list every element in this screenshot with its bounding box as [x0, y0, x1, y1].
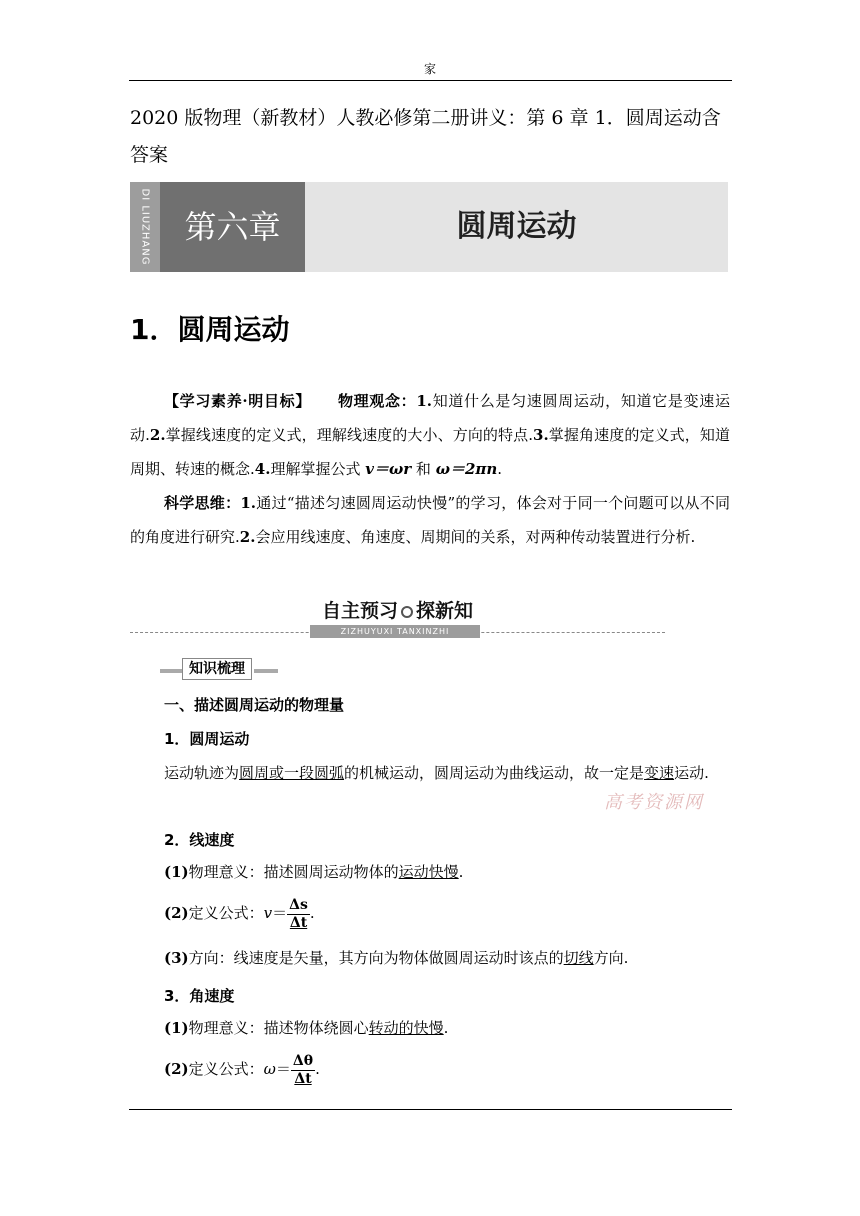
- item-index: 1.: [416, 392, 433, 410]
- item-index: (2): [164, 904, 189, 922]
- document-title: 2020 版物理（新教材）人教必修第二册讲义：第 6 章 1．圆周运动含答案: [130, 107, 721, 166]
- objective-text: 知道什么是匀速圆周运动，知道它是变速运动.: [130, 392, 730, 444]
- text: 的机械运动，圆周运动为曲线运动，故一定是: [344, 764, 645, 782]
- banner-chapter-name: 圆周运动: [456, 209, 577, 244]
- answer-blank: 运动快慢: [398, 863, 459, 881]
- fraction-denominator: Δt: [289, 914, 308, 931]
- item-index: (2): [164, 1060, 189, 1078]
- fraction-denominator: Δt: [294, 1070, 312, 1087]
- chapter-banner: [130, 182, 728, 272]
- equals: ＝: [275, 1060, 291, 1078]
- heading-1: 一、描述圆周运动的物理量: [164, 696, 345, 714]
- section-banner-left: 自主预习: [321, 600, 398, 622]
- formula-omega-2pin: ω＝2πn: [435, 460, 498, 478]
- text: 定义公式：: [188, 904, 264, 922]
- section-title: 1．圆周运动: [130, 313, 290, 346]
- item-index: (3): [164, 949, 189, 967]
- answer-blank: 转动的快慢: [368, 1019, 444, 1037]
- formula-v-omega-r: v＝ωr: [365, 460, 412, 478]
- item-index: (1): [164, 1019, 189, 1037]
- tag-label: 知识梳理: [182, 658, 252, 680]
- objectives-label: 【学习素养·明目标】: [164, 392, 312, 410]
- item-index: (1): [164, 863, 189, 881]
- circular-motion-paragraph: [130, 756, 730, 790]
- footer-rule: [129, 1109, 732, 1110]
- objective-text: 理解掌握公式: [270, 460, 366, 478]
- header-rule: [129, 80, 732, 81]
- heading-1-1: 1．圆周运动: [164, 730, 250, 748]
- text: .: [443, 1019, 449, 1037]
- section-banner-title: [310, 596, 485, 623]
- linear-velocity-item-3: [164, 941, 730, 975]
- fraction-ds-dt: [287, 897, 310, 932]
- text: 物理意义：描述物体绕圆心: [188, 1019, 369, 1037]
- physics-concept-label: 物理观念：: [337, 392, 417, 410]
- banner-side-strip: [130, 182, 160, 272]
- text: 物理意义：描述圆周运动物体的: [188, 863, 399, 881]
- section-banner-right: 探新知: [416, 600, 474, 622]
- text: .: [315, 1060, 320, 1078]
- objectives-paragraph-2: [130, 486, 730, 554]
- item-index: 4.: [254, 460, 271, 478]
- answer-blank: 切线: [563, 949, 594, 967]
- objectives-paragraph-1: [130, 384, 730, 486]
- period: .: [497, 460, 503, 478]
- item-index: 2.: [149, 426, 166, 444]
- circle-arrow-icon: [401, 606, 413, 618]
- text: .: [309, 904, 315, 922]
- formula-variable: v: [263, 904, 273, 922]
- header-text: 家: [423, 62, 436, 76]
- text: 方向.: [593, 949, 629, 967]
- tag-bar-left: [160, 669, 184, 673]
- text: .: [458, 863, 464, 881]
- angular-velocity-item-1: [164, 1011, 730, 1045]
- banner-chapter-label: 第六章: [160, 182, 305, 272]
- item-index: 1.: [240, 494, 257, 512]
- tag-bar-right: [254, 669, 278, 673]
- text: 运动轨迹为: [164, 764, 240, 782]
- text: 方向：线速度是矢量，其方向为物体做圆周运动时该点的: [188, 949, 564, 967]
- heading-1-3: 3．角速度: [164, 987, 235, 1005]
- science-thinking-label: 科学思维：: [164, 494, 241, 512]
- item-index: 3.: [533, 426, 549, 444]
- answer-blank: 圆周或一段圆弧: [239, 764, 345, 782]
- fraction-dtheta-dt: [291, 1053, 315, 1088]
- objective-text: 掌握线速度的定义式，理解线速度的大小、方向的特点.: [165, 426, 534, 444]
- watermark: 高考资源网: [604, 792, 704, 813]
- text: 定义公式：: [188, 1060, 264, 1078]
- section-banner: [130, 596, 665, 641]
- fraction-numerator: Δs: [289, 896, 308, 913]
- equals: ＝: [272, 904, 288, 922]
- answer-blank: 变速: [644, 764, 675, 782]
- objective-text: 掌握角速度的定义式，知道周期、转速的概念.: [130, 426, 730, 478]
- item-index: 2.: [239, 528, 256, 546]
- fraction-numerator: Δθ: [292, 1052, 314, 1069]
- objective-text: 通过“描述匀速圆周运动快慢”的学习，体会对于同一个问题可以从不同的角度进行研究.: [130, 494, 730, 546]
- heading-1-2: 2．线速度: [164, 831, 235, 849]
- section-banner-subtitle: ZIZHUYUXI TANXINZHI: [310, 625, 480, 638]
- knowledge-tag: [160, 658, 278, 680]
- angular-velocity-item-2: [164, 1052, 730, 1088]
- formula-variable: ω: [263, 1060, 276, 1078]
- text: 运动.: [674, 764, 709, 782]
- linear-velocity-item-2: [164, 896, 730, 932]
- linear-velocity-item-1: [164, 855, 730, 889]
- banner-side-text: DI LIUZHANG: [139, 188, 151, 266]
- objective-text: 会应用线速度、角速度、周期间的关系，对两种传动装置进行分析.: [255, 528, 696, 546]
- conjunction: 和: [411, 460, 436, 478]
